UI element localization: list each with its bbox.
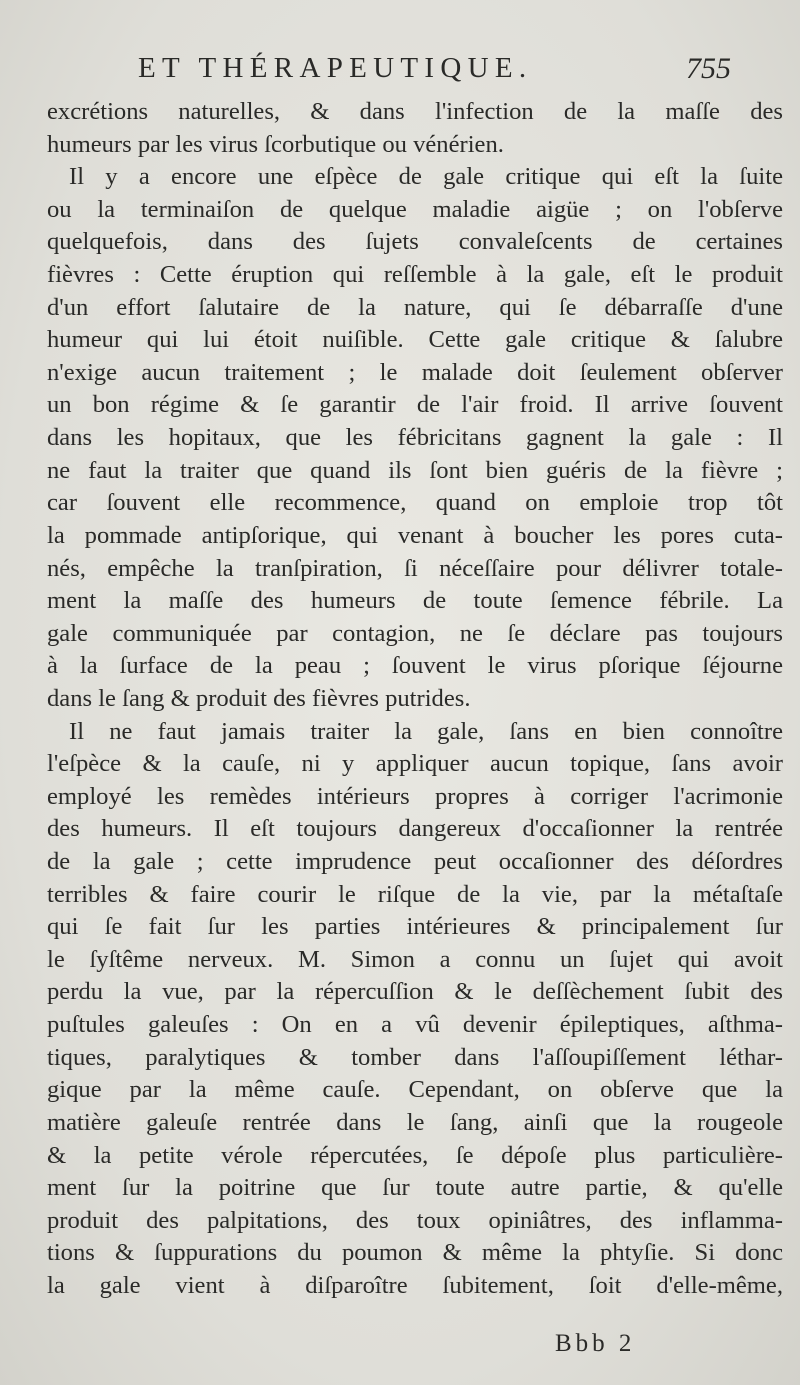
text-line: ou la terminaiſon de quelque maladie aigüe ; on l'obſerve [47, 195, 783, 223]
text-line: dans le ſang & produit des fièvres putrides. [47, 684, 471, 712]
text-line: puſtules galeuſes : On en a vû devenir épileptiques, aſthma- [47, 1011, 783, 1039]
text-line: d'un effort ſalutaire de la nature, qui ſe débarraſſe d'une [47, 293, 783, 321]
text-line: ment la maſſe des humeurs de toute ſemence fébrile. La [47, 587, 783, 615]
text-line: de la gale ; cette imprudence peut occaſionner des déſordres [47, 848, 783, 876]
text-line: nés, empêche la tranſpiration, ſi néceſſaire pour délivrer totale- [47, 554, 783, 582]
text-line: Il ne faut jamais traiter la gale, ſans en bien connoître [69, 717, 783, 745]
text-line: produit des palpitations, des toux opiniâtres, des inflamma- [47, 1206, 783, 1234]
text-line: ne faut la traiter que quand ils ſont bien guéris de la fièvre ; [47, 456, 783, 484]
paragraph [47, 161, 783, 715]
running-title: ET THÉRAPEUTIQUE. [138, 52, 533, 84]
text-line: excrétions naturelles, & dans l'infection de la maſſe des [47, 98, 783, 125]
text-line: le ſyſtême nerveux. M. Simon a connu un ſujet qui avoit [47, 945, 783, 973]
text-line: tions & ſuppurations du poumon & même la phtyſie. Si donc [47, 1239, 783, 1267]
text-line: tiques, paralytiques & tomber dans l'aſſoupiſſement léthar- [47, 1043, 783, 1071]
text-line: terribles & faire courir le riſque de la vie, par la métaſtaſe [47, 880, 783, 908]
text-line: l'eſpèce & la cauſe, ni y appliquer aucun topique, ſans avoir [47, 750, 783, 778]
text-line: quelquefois, dans des ſujets convaleſcents de certaines [47, 228, 783, 256]
paragraph [47, 96, 783, 161]
text-line: fièvres : Cette éruption qui reſſemble à la gale, eſt le produit [47, 261, 783, 289]
text-line: ment ſur la poitrine que ſur toute autre partie, & qu'elle [47, 1174, 783, 1202]
text-line: gique par la même cauſe. Cependant, on obſerve que la [47, 1076, 783, 1104]
running-head [138, 52, 778, 92]
text-line: la gale vient à diſparoître ſubitement, ſoit d'elle-même, [47, 1271, 783, 1299]
text-line: à la ſurface de la peau ; ſouvent le virus pſorique ſéjourne [47, 652, 783, 680]
text-line: matière galeuſe rentrée dans le ſang, ainſi que la rougeole [47, 1108, 783, 1136]
text-line: car ſouvent elle recommence, quand on emploie trop tôt [47, 489, 783, 517]
text-line: humeurs par les virus ſcorbutique ou vénérien. [47, 130, 504, 158]
page-number: 755 [686, 52, 731, 85]
text-line: employé les remèdes intérieurs propres à corriger l'acrimonie [47, 782, 783, 810]
signature-mark: Bbb 2 [555, 1330, 636, 1357]
text-line: n'exige aucun traitement ; le malade doit ſeulement obſerver [47, 358, 783, 386]
text-line: dans les hopitaux, que les fébricitans gagnent la gale : Il [47, 424, 783, 452]
text-line: Il y a encore une eſpèce de gale critique qui eſt la ſuite [69, 163, 783, 191]
text-line: un bon régime & ſe garantir de l'air froid. Il arrive ſouvent [47, 391, 783, 419]
text-line: gale communiquée par contagion, ne ſe déclare pas toujours [47, 619, 783, 647]
text-line: des humeurs. Il eſt toujours dangereux d'occaſionner la rentrée [47, 815, 783, 843]
paragraph [47, 716, 783, 1303]
text-line: la pommade antipſorique, qui venant à boucher les pores cuta- [47, 521, 783, 549]
text-line: perdu la vue, par la répercuſſion & le deſſèchement ſubit des [47, 978, 783, 1006]
text-line: humeur qui lui étoit nuiſible. Cette gale critique & ſalubre [47, 326, 783, 354]
text-line: & la petite vérole répercutées, ſe dépoſe plus particulière- [47, 1141, 783, 1169]
text-line: qui ſe fait ſur les parties intérieures & principalement ſur [47, 913, 783, 941]
body-text [47, 96, 783, 1303]
